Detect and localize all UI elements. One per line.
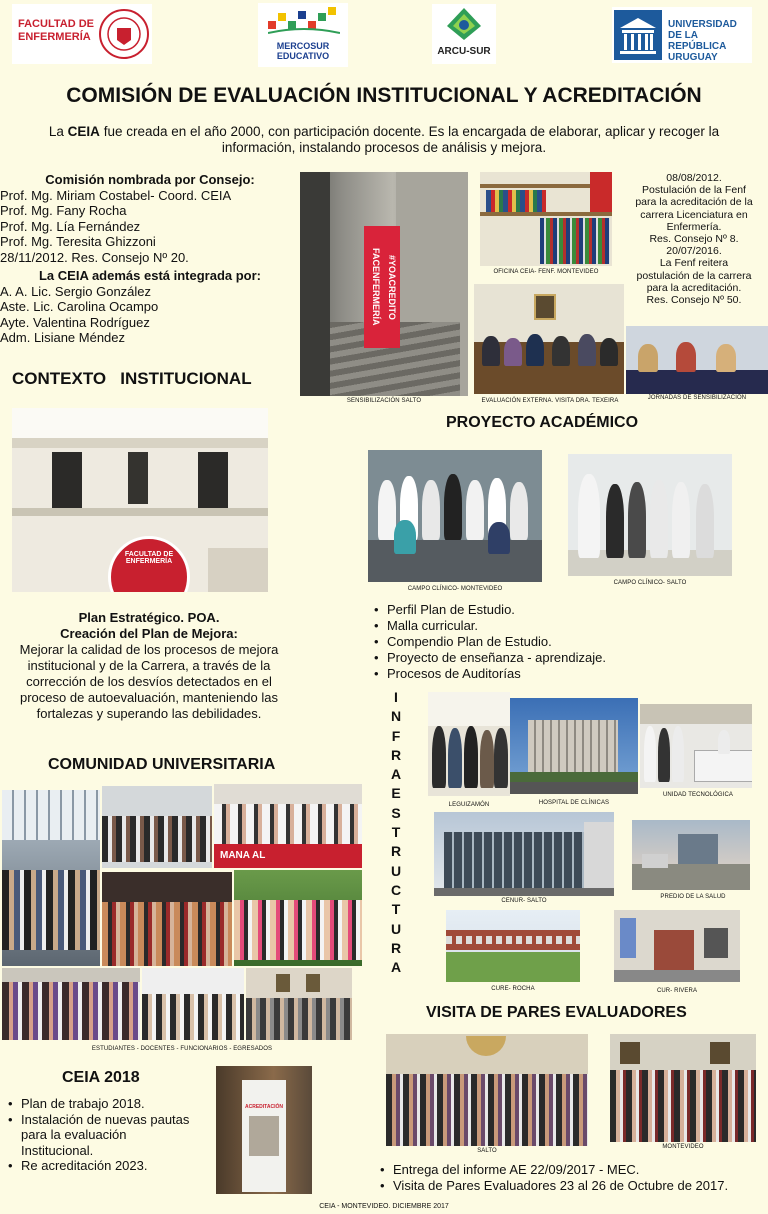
infra-letter: R [390,939,402,956]
proyecto-item: • Proyecto de enseñanza - aprendizaje. [374,650,674,666]
note-line: Enfermería. [666,220,722,233]
caption-oficina: OFICINA CEIA- FENF. MONTEVIDEO [493,269,599,275]
seal-sign [108,536,190,592]
commission-resolution: 28/11/2012. Res. Consejo Nº 20. [0,249,189,265]
note-line: carrera Licenciatura en [640,208,748,221]
proyecto-item: • Compendio Plan de Estudio. [374,634,674,650]
photo-sensibilizacion-salto [300,172,468,396]
caption-cure-rocha: CURE- ROCHA [491,986,535,992]
note-line: 08/08/2012. [666,172,722,184]
commission-member: Prof. Mg. Miriam Costabel- Coord. CEIA [0,187,232,203]
photo-visita-salto [386,1034,588,1146]
ceia2018-item: • Instalación de nuevas pautas para la evaluación Institucional. [8,1112,198,1159]
note-line: para la acreditación de la [635,196,753,209]
infra-letter: T [391,824,401,841]
photo-campo-clinico-montevideo [368,450,542,582]
fenf-logo-line1: FACULTAD DE [18,18,94,30]
intro-text [30,124,738,156]
infra-letter: T [391,901,401,918]
photo-comunidad-7 [142,968,244,1040]
commission-heading: Comisión nombrada por Consejo: [45,172,255,187]
rollup-banner-title: ACREDITACIÓN [245,1104,283,1110]
photo-oficina-ceia [480,172,612,266]
photo-jornadas [626,326,768,394]
mercosur-line2: EDUCATIVO [276,51,330,61]
plan-estrategico [4,610,294,722]
infra-letter: I [394,689,398,705]
visita-item: • Visita de Pares Evaluadores 23 al 26 de Octubre de 2017. [380,1178,768,1194]
ceia-member: Aste. Lic. Carolina Ocampo [0,299,159,314]
ceia2018-item: • Plan de trabajo 2018. [8,1096,198,1112]
caption-sensibilizacion-salto: SENSIBILIZACIÓN SALTO [346,398,422,404]
photo-comunidad-8 [246,968,352,1040]
fenf-logo-line2: ENFERMERÍA [18,31,91,43]
photo-predio-salud [632,820,750,890]
mercosur-squares-icon [268,7,340,37]
infraestructura-vertical-heading [388,688,404,977]
udelar-line2: DE LA REPÚBLICA [668,30,727,52]
photo-leguizamon [428,692,510,796]
caption-visita-salto: SALTO [477,1148,497,1154]
infra-letter: N [390,708,402,725]
caption-cur-rivera: CUR- RIVERA [656,988,698,994]
caption-cenur: CENUR- SALTO [501,898,547,904]
infra-letter: U [390,920,402,937]
caption-campo-salto: CAMPO CLÍNICO- SALTO [613,580,687,586]
photo-hospital-clinicas [510,698,638,794]
photo-ceia2018-rollup [216,1066,312,1194]
caption-comunidad: ESTUDIANTES - DOCENTES - FUNCIONARIOS - EGRESADOS [91,1046,273,1052]
caption-hospital: HOSPITAL DE CLÍNICAS [538,800,610,806]
ceia-member: Adm. Lisiane Méndez [0,330,126,345]
ceia2018-list [8,1096,198,1174]
infra-letter: S [391,804,401,821]
proyecto-item: • Malla curricular. [374,618,674,634]
photo-comunidad-2 [102,786,212,868]
intro-ceia: CEIA [67,124,100,139]
photo-cure-rocha [446,910,580,982]
yoacredito-banner [364,226,400,348]
caption-jornadas: JORNADAS DE SENSIBILIZACIÓN [647,395,747,401]
udelar-line3: URUGUAY [668,52,718,63]
photo-comunidad-5 [234,870,362,966]
comunidad-banner-text: MANA AL [220,850,266,861]
photo-comunidad-4 [102,872,232,966]
infra-letter: A [390,766,402,783]
seal-sign-text: FACULTAD DE ENFERMERÍA [124,551,174,565]
accreditation-dates-note [620,172,768,306]
infra-letter: U [390,862,402,879]
banner-text: #YOACREDITO FACENFERMERÍA [371,248,397,326]
proyecto-item: • Perfil Plan de Estudio. [374,602,674,618]
commission-member: Prof. Mg. Fany Rocha [0,203,127,218]
udelar-line1: UNIVERSIDAD [668,19,737,30]
contexto-heading: CONTEXTO INSTITUCIONAL [12,369,252,388]
comunidad-heading: COMUNIDAD UNIVERSITARIA [48,756,276,773]
commission-heading-2: La CEIA además está integrada por: [38,268,262,283]
commission-member: Prof. Mg. Lía Fernández [0,218,141,234]
arcusur-emblem-icon [445,6,483,42]
fenf-seal-icon [98,8,150,60]
note-line: La Fenf reitera [659,257,729,270]
photo-visita-montevideo [610,1034,756,1142]
fenf-logo [12,4,152,64]
plan-body: Mejorar la calidad de los procesos de mejora institucional y de la Carrera, a través de la corrección de los desvíos detectados en el proceso de autoevaluación, manteniendo las fortalezas y superando las debilidades. [19,642,279,721]
proyecto-item: • Procesos de Auditorías [374,666,674,682]
caption-campo-montevideo: CAMPO CLÍNICO- MONTEVIDEO [407,586,503,592]
caption-leguizamon: LEGUIZAMÓN [448,802,490,808]
footer: CEIA - MONTEVIDEO. DICIEMBRE 2017 [319,1203,449,1210]
visita-item: • Entrega del informe AE 22/09/2017 - MEC. [380,1162,768,1178]
photo-unidad-tecnologica [640,704,752,788]
photo-cur-rivera [614,910,740,982]
udelar-building-icon [614,10,662,60]
ceia2018-item: • Re acreditación 2023. [8,1158,198,1174]
arcusur-label: ARCU-SUR [437,46,491,57]
visita-list [380,1162,768,1194]
photo-comunidad-6 [2,968,140,1040]
note-line: para la acreditación. [646,281,742,294]
photo-evaluacion-externa [474,284,624,394]
infra-letter: C [390,881,402,898]
note-line: Postulación de la Fenf [642,184,746,197]
proyecto-list [374,602,674,682]
infra-letter: F [391,727,401,744]
caption-evaluacion: EVALUACIÓN EXTERNA. VISITA DRA. TEXEIRA [481,398,619,404]
note-line: postulación de la carrera [636,269,752,282]
caption-visita-montevideo: MONTEVIDEO [662,1144,704,1150]
photo-facultad-building [12,408,268,592]
visita-heading: VISITA DE PARES EVALUADORES [426,1004,687,1021]
mercosur-educativo-logo [258,3,348,67]
infra-letter: E [391,785,401,802]
intro-post: fue creada en el año 2000, con participación docente. Es la encargada de elaborar, aplicar y recoger la información, instalando procesos de análisis y mejora. [99,124,720,155]
plan-title: Plan Estratégico. POA. [78,610,220,625]
caption-unidad: UNIDAD TECNOLÓGICA [662,792,734,798]
commission-block [0,172,300,346]
note-line: Res. Consejo Nº 8. [649,233,739,246]
rollup-banner [242,1080,286,1192]
photo-cenur-salto [434,812,614,896]
ceia-member: A. A. Lic. Sergio González [0,283,152,299]
infra-letter: A [390,959,402,976]
infra-letter: R [390,843,402,860]
note-line: 20/07/2016. [666,245,722,258]
ceia2018-heading: CEIA 2018 [62,1069,140,1086]
note-line: Res. Consejo Nº 50. [646,294,742,307]
photo-comunidad-3 [214,784,362,868]
proyecto-heading: PROYECTO ACADÉMICO [446,414,639,431]
intro-pre: La [48,124,68,139]
caption-predio: PREDIO DE LA SALUD [660,894,726,900]
arcusur-logo [432,4,496,64]
plan-subtitle: Creación del Plan de Mejora: [60,626,238,641]
photo-comunidad-1 [2,790,100,966]
ceia-member: Ayte. Valentina Rodríguez [0,314,150,330]
commission-member: Prof. Mg. Teresita Ghizzoni [0,234,156,249]
mercosur-line1: MERCOSUR [276,41,330,51]
photo-campo-clinico-salto [568,454,732,576]
page-title: COMISIÓN DE EVALUACIÓN INSTITUCIONAL Y ACREDITACIÓN [66,84,702,107]
infra-letter: R [390,746,402,763]
udelar-logo [612,7,752,63]
comunidad-red-banner [214,844,362,868]
